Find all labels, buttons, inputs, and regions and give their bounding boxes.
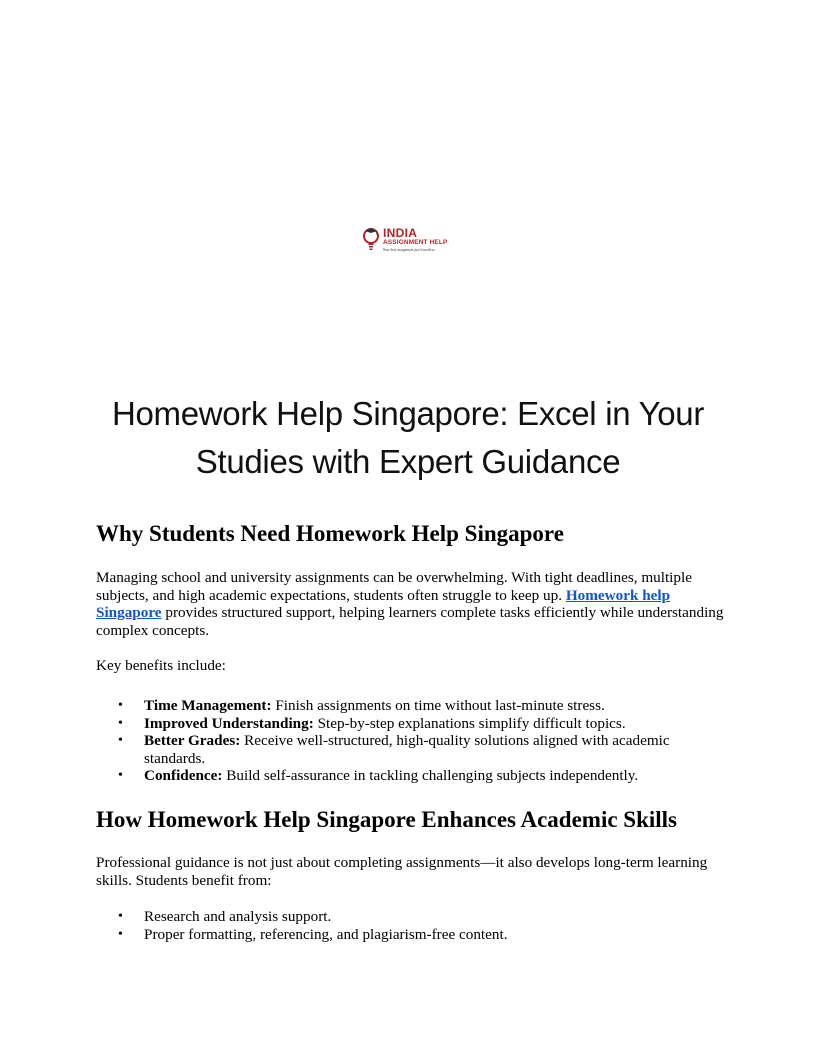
logo-tagline: Your best assignment just lean there. [383, 248, 436, 252]
intro-text-after: provides structured support, helping learners complete tasks efficiently while understanding complex concepts. [96, 604, 724, 639]
section-heading-why: Why Students Need Homework Help Singapore [96, 521, 564, 546]
intro-text-before: Managing school and university assignments can be overwhelming. With tight deadlines, multiple subjects, and high academic expectations, students often struggle to keep up. [96, 569, 692, 604]
benefit-term: Confidence: [144, 767, 223, 784]
benefit-text: Build self-assurance in tackling challenging subjects independently. [222, 767, 639, 784]
list-item [96, 715, 726, 733]
company-logo [362, 225, 474, 257]
benefits-list [96, 697, 726, 785]
benefit-text: Receive well-structured, high-quality solutions aligned with academic standards. [144, 732, 670, 767]
section-intro-paragraph [96, 569, 726, 639]
benefit-term: Time Management: [144, 697, 272, 714]
section2-intro-paragraph: Professional guidance is not just about completing assignments—it also develops long-term learning skills. Students benefit from: [96, 854, 708, 889]
benefit-term: Better Grades: [144, 732, 241, 749]
benefit-term: Improved Understanding: [144, 714, 314, 732]
benefit-text: Finish assignments on time without last-minute stress. [271, 697, 605, 714]
logo-name-main: INDIA [383, 226, 418, 240]
page-title: Homework Help Singapore: Excel in Your Studies with Expert Guidance [111, 395, 705, 480]
skills-list [96, 908, 726, 943]
homework-help-link[interactable]: Homework help Singapore [96, 586, 671, 621]
benefit-text: Step-by-step explanations simplify difficult topics. [313, 714, 626, 732]
list-item [96, 732, 726, 767]
list-item [96, 767, 726, 785]
list-item: • Proper formatting, referencing, and plagiarism-free content. [96, 926, 726, 944]
section-heading-how: How Homework Help Singapore Enhances Academic Skills [96, 807, 678, 832]
list-item: • Research and analysis support. [96, 908, 726, 926]
list-item [96, 697, 726, 715]
logo-bulb-icon [362, 225, 382, 255]
logo-name-sub: ASSIGNMENT HELP [383, 239, 448, 246]
benefits-intro: Key benefits include: [96, 657, 226, 674]
